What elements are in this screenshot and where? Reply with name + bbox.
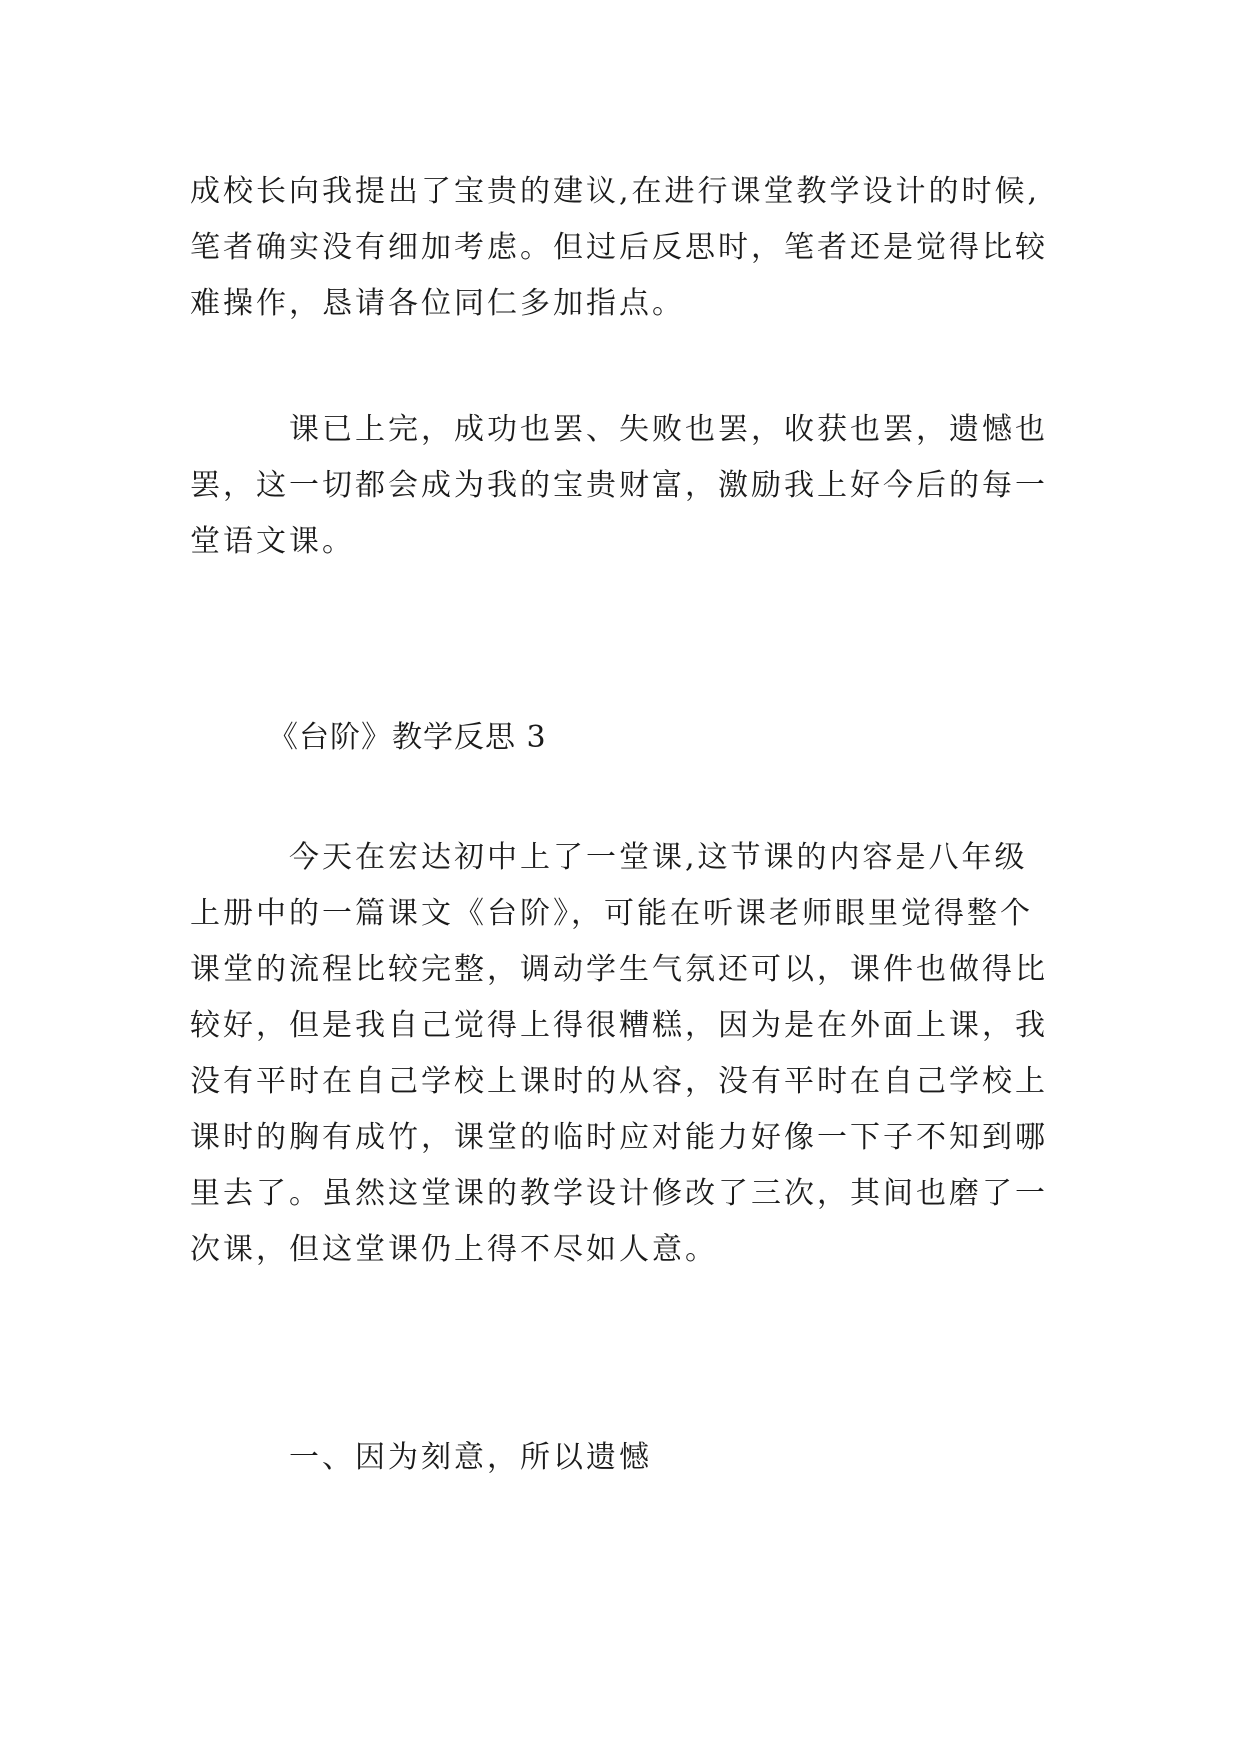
paragraph-line: 课已上完，成功也罢、失败也罢，收获也罢，遗憾也 (190, 412, 1048, 447)
paragraph-line: 成校长向我提出了宝贵的建议,在进行课堂教学设计的时候, (190, 174, 1041, 209)
paragraph-3 (190, 830, 1070, 1278)
paragraph-2 (190, 402, 1070, 570)
section-title: 《台阶》教学反思 3 (190, 720, 547, 755)
paragraph-line: 今天在宏达初中上了一堂课,这节课的内容是八年级 (190, 840, 1028, 875)
subheading-block (190, 1430, 1070, 1486)
paragraph-line: 没有平时在自己学校上课时的从容，没有平时在自己学校上 (190, 1064, 1048, 1099)
paragraph-line: 课堂的流程比较完整，调动学生气氛还可以，课件也做得比 (190, 952, 1048, 987)
paragraph-line: 堂语文课。 (190, 524, 355, 559)
paragraph-line: 上册中的一篇课文《台阶》，可能在听课老师眼里觉得整个 (190, 896, 1033, 931)
paragraph-line: 里去了。虽然这堂课的教学设计修改了三次，其间也磨了一 (190, 1176, 1048, 1211)
paragraph-1 (190, 164, 1070, 332)
paragraph-line: 难操作，恳请各位同仁多加指点。 (190, 286, 685, 321)
subheading: 一、因为刻意，所以遗憾 (190, 1440, 652, 1475)
paragraph-line: 次课，但这堂课仍上得不尽如人意。 (190, 1232, 718, 1267)
paragraph-line: 课时的胸有成竹，课堂的临时应对能力好像一下子不知到哪 (190, 1120, 1048, 1155)
section-title-block (190, 710, 1070, 766)
paragraph-line: 较好，但是我自己觉得上得很糟糕，因为是在外面上课，我 (190, 1008, 1048, 1043)
paragraph-line: 罢，这一切都会成为我的宝贵财富，激励我上好今后的每一 (190, 468, 1048, 503)
paragraph-line: 笔者确实没有细加考虑。但过后反思时，笔者还是觉得比较 (190, 230, 1048, 265)
